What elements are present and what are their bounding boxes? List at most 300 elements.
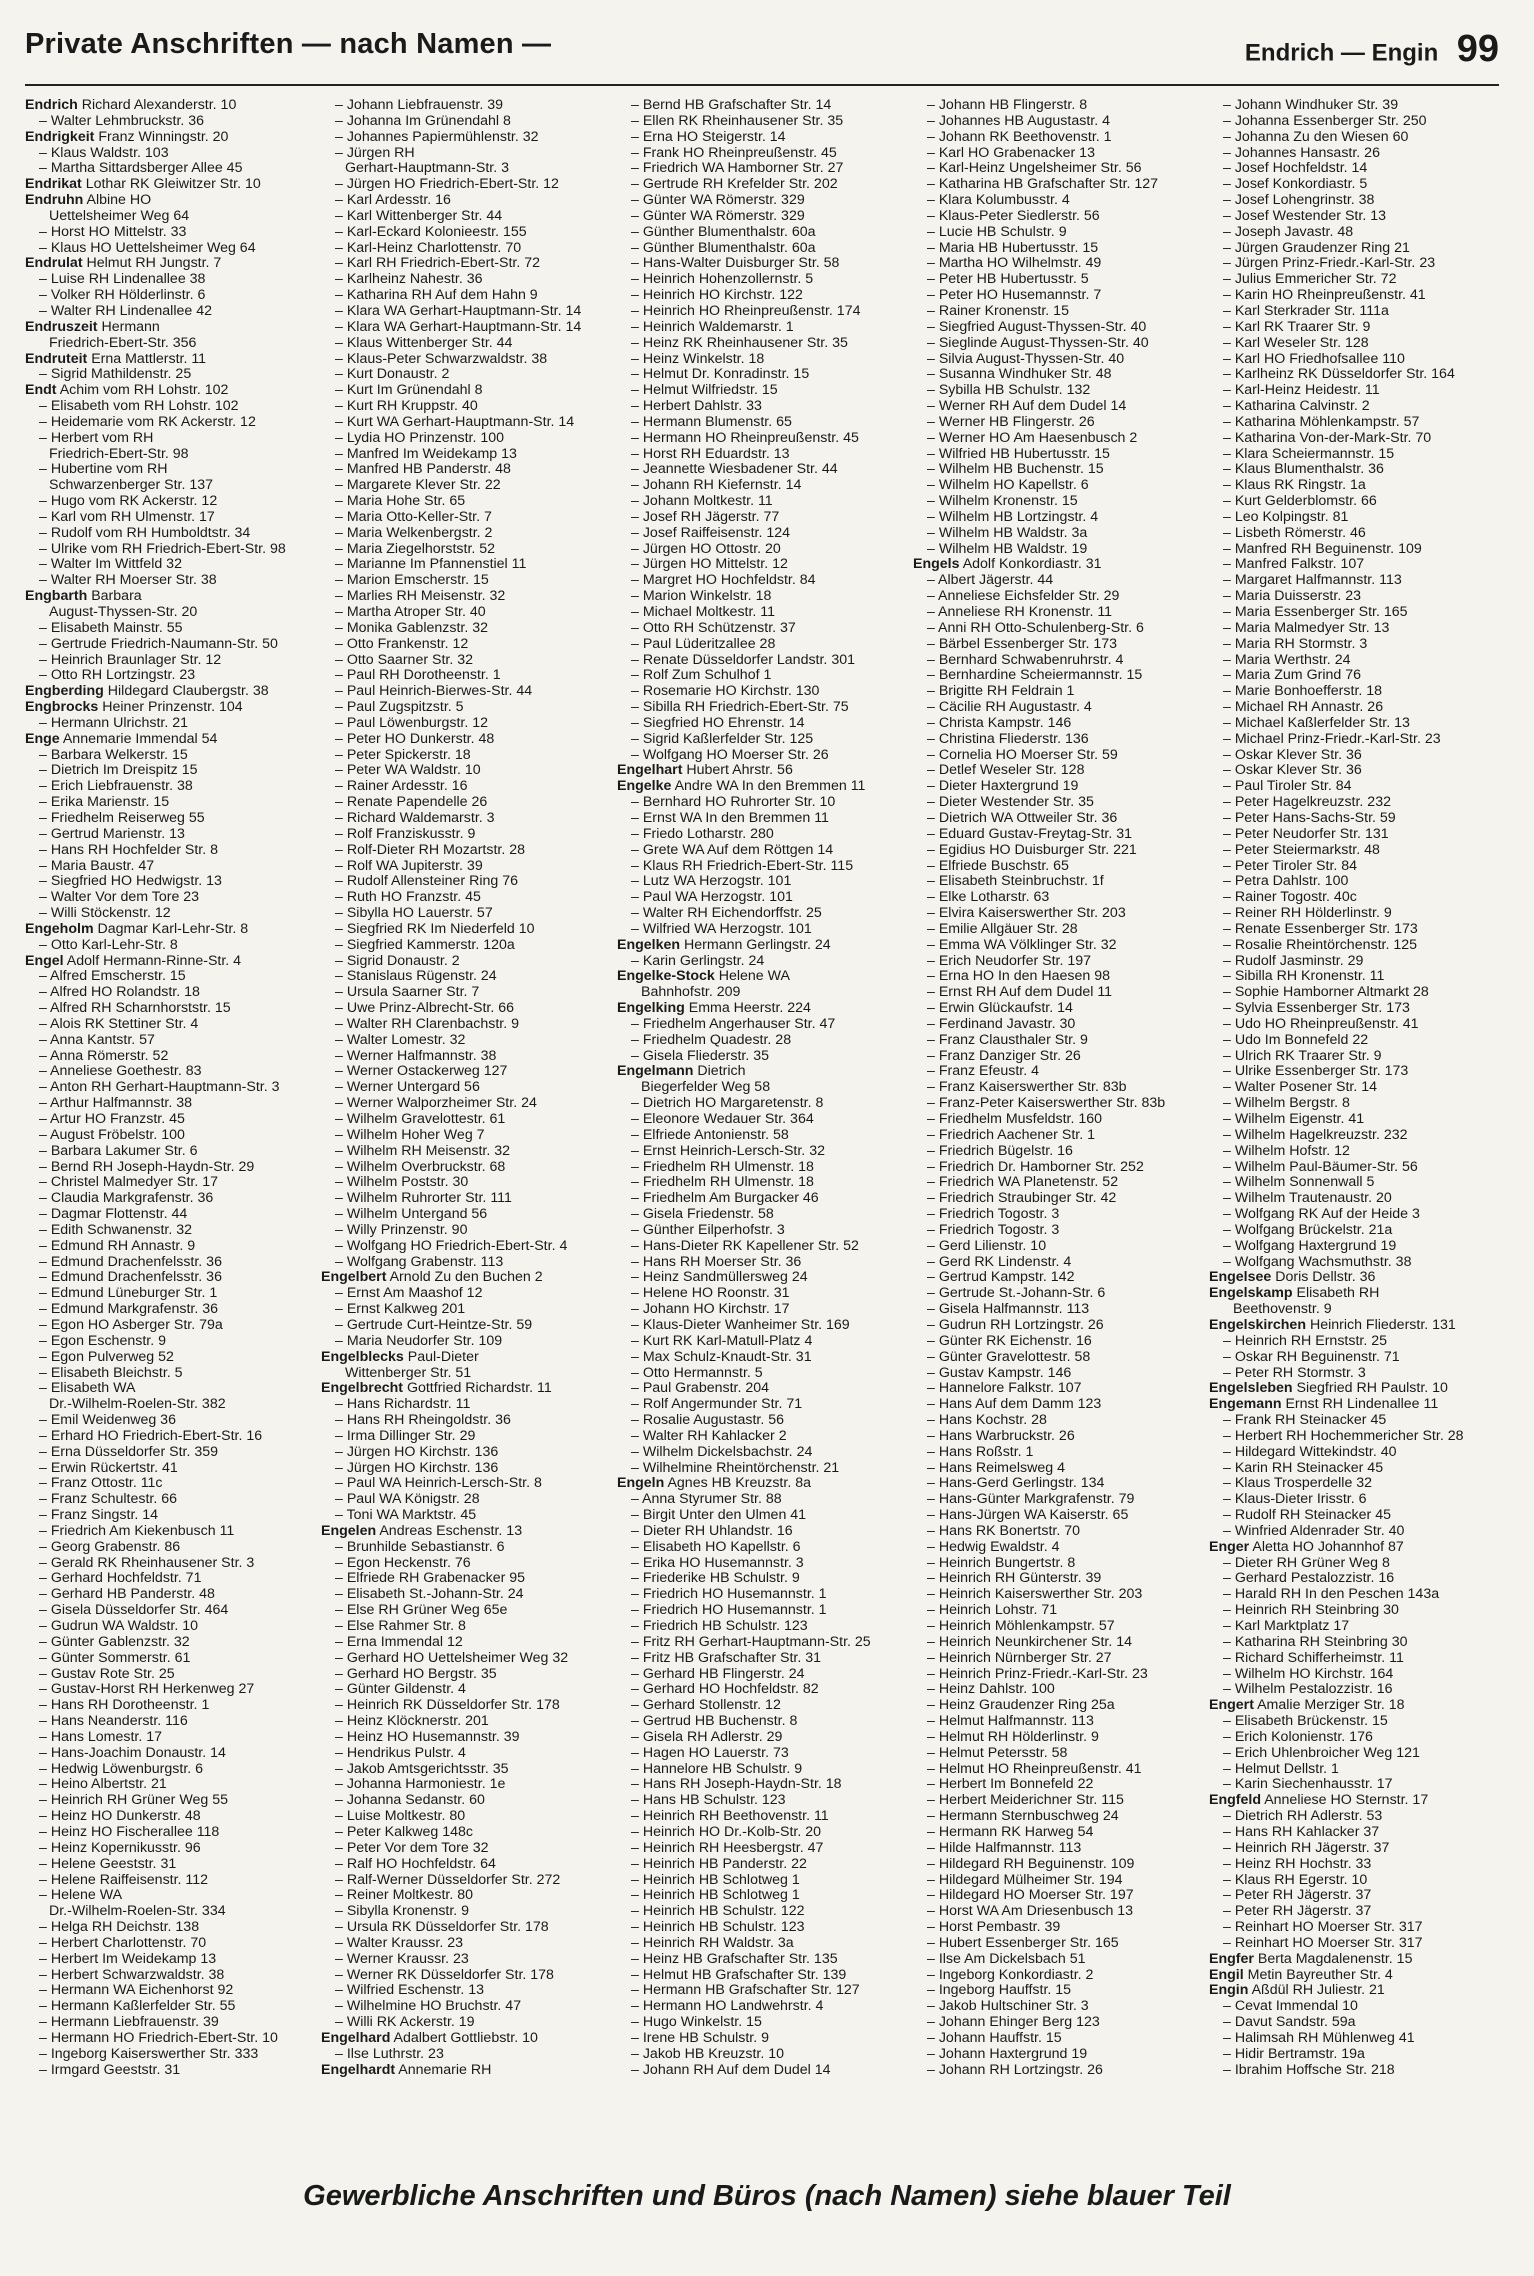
- subentry: – Sieglinde August-Thyssen-Str. 40: [927, 334, 1149, 351]
- subentry: – Hubertine vom RH: [39, 461, 168, 478]
- subentry: – Josef Hochfeldstr. 14: [1223, 160, 1368, 177]
- subentry: – Heinrich Braunlager Str. 12: [39, 651, 222, 668]
- directory-column-2: [321, 98, 617, 2078]
- surname-entry: [1209, 1698, 1505, 1714]
- subentry: – Erika Marienstr. 15: [39, 794, 170, 811]
- subentry: – Herbert Charlottenstr. 70: [39, 1934, 207, 1951]
- subentry: – Hans RK Bonertstr. 70: [927, 1522, 1080, 1539]
- subentry: – Christel Malmedyer Str. 17: [39, 1174, 218, 1191]
- subentry: – Ursula RK Düsseldorfer Str. 178: [335, 1919, 549, 1936]
- address-continuation: Biegerfelder Weg 58: [641, 1079, 771, 1096]
- subentry: – Dietrich HO Margaretenstr. 8: [631, 1095, 824, 1112]
- surname-entry: [1209, 1983, 1505, 1999]
- subentry: – Walter Posener Str. 14: [1223, 1079, 1378, 1096]
- subentry: – Hagen HO Lauerstr. 73: [631, 1744, 789, 1761]
- entry-details: Elisabeth RH: [1292, 1285, 1380, 1302]
- surname: Engfer: [1209, 1950, 1254, 1967]
- subentry: – Peter Hagelkreuzstr. 232: [1223, 794, 1391, 811]
- subentry: – Oskar Klever Str. 36: [1223, 762, 1362, 779]
- subentry: – Rudolf Allensteiner Ring 76: [335, 873, 518, 890]
- subentry: – Winfried Aldenrader Str. 40: [1223, 1522, 1405, 1539]
- subentry: – Franz Kaiserswerther Str. 83b: [927, 1079, 1127, 1096]
- subentry: – Hermann HO Rheinpreußenstr. 45: [631, 429, 859, 446]
- subentry: – Edmund Lüneburger Str. 1: [39, 1285, 218, 1302]
- entry-details: Doris Dellstr. 36: [1271, 1269, 1376, 1286]
- subentry: – Heinrich HO Kirchstr. 122: [631, 287, 803, 304]
- subentry: – Otto Karl-Lehr-Str. 8: [39, 936, 178, 953]
- subentry: – Karlheinz Nahestr. 36: [335, 271, 483, 288]
- subentry: – Elisabeth HO Kapellstr. 6: [631, 1538, 801, 1555]
- subentry: – Grete WA Auf dem Röttgen 14: [631, 841, 834, 858]
- subentry: – Margarete Klever Str. 22: [335, 477, 501, 494]
- subentry: – Josef Raiffeisenstr. 124: [631, 524, 791, 541]
- subentry: – Elisabeth Steinbruchstr. 1f: [927, 873, 1104, 890]
- subentry: – Alois RK Stettiner Str. 4: [39, 1015, 199, 1032]
- subentry: – Else RH Grüner Weg 65e: [335, 1602, 508, 1619]
- subentry: – Rolf Zum Schulhof 1: [631, 667, 772, 684]
- surname-entry: [25, 98, 321, 114]
- subentry: – Wolfgang RK Auf der Heide 3: [1223, 1206, 1420, 1223]
- subentry: – Horst RH Eduardstr. 13: [631, 445, 790, 462]
- subentry: – Elisabeth WA: [39, 1380, 136, 1397]
- subentry: – Gudrun WA Waldstr. 10: [39, 1618, 199, 1634]
- entry-details: Hermann Gerlingstr. 24: [680, 936, 831, 953]
- subentry: – Elisabeth Mainstr. 55: [39, 619, 183, 636]
- entry-details: Andre WA In den Bremmen 11: [671, 778, 866, 795]
- subentry: – Günter WA Römerstr. 329: [631, 207, 805, 224]
- subentry: – Johann Liebfrauenstr. 39: [335, 98, 504, 113]
- subentry: – Cäcilie RH Augustastr. 4: [927, 699, 1092, 716]
- subentry: – Rainer Kronenstr. 15: [927, 302, 1069, 319]
- subentry: – Otto Frankenstr. 12: [335, 635, 469, 652]
- subentry: – Wilhelm Hagelkreuzstr. 232: [1223, 1126, 1408, 1143]
- subentry: – Friedrich WA Hamborner Str. 27: [631, 160, 844, 177]
- subentry: – Georg Grabenstr. 86: [39, 1538, 181, 1555]
- subentry: – Erwin Glückaufstr. 14: [927, 1000, 1073, 1017]
- surname: Engelken: [617, 936, 681, 953]
- subentry: – Johann HB Flingerstr. 8: [927, 98, 1088, 113]
- subentry: – Friedrich Dr. Hamborner Str. 252: [927, 1158, 1144, 1175]
- subentry: – Katharina Möhlenkampstr. 57: [1223, 413, 1420, 430]
- subentry: – Rosalie Augustastr. 56: [631, 1412, 785, 1429]
- subentry: – Heinrich RH Günterstr. 39: [927, 1570, 1102, 1587]
- subentry: – Albert Jägerstr. 44: [927, 572, 1054, 589]
- subentry: – Michael Moltkestr. 11: [631, 604, 776, 620]
- surname-entry: [25, 732, 321, 748]
- subentry: – Peter Tiroler Str. 84: [1223, 857, 1358, 874]
- subentry: – Johann RH Auf dem Dudel 14: [631, 2061, 831, 2078]
- subentry: – Hans Neanderstr. 116: [39, 1713, 188, 1730]
- subentry: – Heinrich HB Schlotweg 1: [631, 1871, 800, 1888]
- subentry: – Wilhelmine HO Bruchstr. 47: [335, 1998, 522, 2015]
- directory-columns: [25, 98, 1505, 2078]
- surname-entry: [25, 383, 321, 399]
- subentry: – Wilhelm Sonnenwall 5: [1223, 1174, 1375, 1191]
- address-continuation: Dr.-Wilhelm-Roelen-Str. 382: [49, 1396, 226, 1413]
- subentry: – Emma WA Völklinger Str. 32: [927, 936, 1117, 953]
- subentry: – Friedo Lotharstr. 280: [631, 825, 774, 842]
- subentry: – Cornelia HO Moerser Str. 59: [927, 746, 1118, 763]
- subentry: – Karin HO Rheinpreußenstr. 41: [1223, 287, 1426, 304]
- subentry: – Birgit Unter den Ulmen 41: [631, 1507, 807, 1524]
- subentry: – Friedhelm Angerhauser Str. 47: [631, 1015, 836, 1032]
- subentry: – Karl-Heinz Ungelsheimer Str. 56: [927, 160, 1142, 177]
- surname: Engberding: [25, 683, 104, 700]
- subentry: – Karl HO Grabenacker 13: [927, 144, 1095, 161]
- subentry: – Klaus Waldstr. 103: [39, 144, 169, 161]
- subentry: – Else Rahmer Str. 8: [335, 1618, 466, 1634]
- subentry: – Bernhard Schwabenruhrstr. 4: [927, 651, 1124, 668]
- subentry: – Wilhelm Paul-Bäumer-Str. 56: [1223, 1158, 1418, 1175]
- subentry: – Manfred RH Beguinenstr. 109: [1223, 540, 1422, 557]
- subentry: – Wilhelm Overbruckstr. 68: [335, 1158, 506, 1175]
- subentry: – Paul Tiroler Str. 84: [1223, 778, 1352, 795]
- subentry: – Johann RH Kiefernstr. 14: [631, 477, 802, 494]
- subentry: – Peter WA Waldstr. 10: [335, 762, 481, 779]
- subentry: – Jürgen HO Mittelstr. 12: [631, 556, 788, 573]
- subentry: – Erhard HO Friedrich-Ebert-Str. 16: [39, 1427, 263, 1444]
- subentry: – Bärbel Essenberger Str. 173: [927, 635, 1118, 652]
- subentry: – Lucie HB Schulstr. 9: [927, 223, 1067, 240]
- subentry: – Hildegard RH Beguinenstr. 109: [927, 1855, 1135, 1872]
- subentry: – Ernst RH Auf dem Dudel 11: [927, 984, 1113, 1001]
- subentry: – Hedwig Löwenburgstr. 6: [39, 1760, 204, 1777]
- subentry: – Gertrud Kampstr. 142: [927, 1269, 1075, 1286]
- subentry: – Herbert Im Bonnefeld 22: [927, 1776, 1094, 1793]
- entry-details: Adolf Hermann-Rinne-Str. 4: [63, 952, 242, 969]
- subentry: – Gertrud Marienstr. 13: [39, 825, 185, 842]
- subentry: – Klara Scheiermannstr. 15: [1223, 445, 1395, 462]
- entry-details: Berta Magdalenenstr. 15: [1253, 1950, 1413, 1967]
- address-continuation: August-Thyssen-Str. 20: [49, 604, 198, 620]
- subentry: – Heinrich Kaiserswerther Str. 203: [927, 1586, 1143, 1603]
- subentry: – Heinrich RH Grüner Weg 55: [39, 1792, 228, 1809]
- subentry: – Franz Singstr. 14: [39, 1507, 159, 1524]
- subentry: – Herbert vom RH: [39, 429, 154, 446]
- subentry: – Petra Dahlstr. 100: [1223, 873, 1349, 890]
- subentry: – Heidemarie vom RK Ackerstr. 12: [39, 413, 256, 430]
- subentry: – Wilhelm Bergstr. 8: [1223, 1095, 1350, 1112]
- subentry: – Irma Dillinger Str. 29: [335, 1427, 476, 1444]
- subentry: – Wilhelm HB Lortzingstr. 4: [927, 508, 1099, 525]
- subentry: – Gerhard Stollenstr. 12: [631, 1697, 781, 1714]
- subentry: – Karl RH Friedrich-Ebert-Str. 72: [335, 255, 540, 272]
- subentry: – Kurt Im Grünendahl 8: [335, 382, 483, 399]
- surname: Engelbrecht: [321, 1380, 403, 1397]
- subentry: – Heinz Winkelstr. 18: [631, 350, 765, 367]
- subentry: – Maria Baustr. 47: [39, 857, 155, 874]
- subentry: – Katharina Von-der-Mark-Str. 70: [1223, 429, 1432, 446]
- subentry: – Friedrich HO Husemannstr. 1: [631, 1586, 827, 1603]
- subentry: – Ilse Am Dickelsbach 51: [927, 1950, 1086, 1967]
- subentry: – Peter RH Jägerstr. 37: [1223, 1903, 1372, 1920]
- subentry: – Dieter Haxtergrund 19: [927, 778, 1079, 795]
- surname-entry: [25, 193, 321, 209]
- subentry: – Claudia Markgrafenstr. 36: [39, 1190, 214, 1207]
- subentry: – Siegfried HO Hedwigstr. 13: [39, 873, 222, 890]
- subentry: – Hildegard HO Moerser Str. 197: [927, 1887, 1134, 1904]
- surname: Endruszeit: [25, 318, 98, 335]
- subentry: – Johanna Im Grünendahl 8: [335, 112, 511, 129]
- subentry: – Ursula Saarner Str. 7: [335, 984, 480, 1001]
- subentry: – Heinz HB Grafschafter Str. 135: [631, 1950, 838, 1967]
- subentry: – Erika HO Husemannstr. 3: [631, 1554, 804, 1571]
- subentry: – Hans Roßstr. 1: [927, 1443, 1034, 1460]
- subentry: – Helmut Petersstr. 58: [927, 1744, 1068, 1761]
- subentry: – Reinhart HO Moerser Str. 317: [1223, 1919, 1423, 1936]
- subentry: – Siegfried Kammerstr. 120a: [335, 936, 515, 953]
- subentry: – Erwin Rückertstr. 41: [39, 1459, 178, 1476]
- subentry: – Gerhard HO Hochfeldstr. 82: [631, 1681, 819, 1698]
- subentry: – Karl Marktplatz 17: [1223, 1618, 1350, 1634]
- subentry: – Friedhelm Musfeldstr. 160: [927, 1111, 1103, 1127]
- address-continuation: Uettelsheimer Weg 64: [49, 207, 190, 224]
- entry-details: Anneliese HO Sternstr. 17: [1261, 1792, 1429, 1809]
- subentry: – Egon Heckenstr. 76: [335, 1554, 471, 1571]
- subentry: – Erich Neudorfer Str. 197: [927, 952, 1092, 969]
- subentry: – Hermann HO Landwehrstr. 4: [631, 1998, 824, 2015]
- entry-details: Albine HO: [83, 192, 152, 209]
- subentry: – Emilie Allgäuer Str. 28: [927, 920, 1078, 937]
- subentry: – Edith Schwanenstr. 32: [39, 1221, 193, 1238]
- subentry: – Hans-Jürgen WA Kaiserstr. 65: [927, 1507, 1129, 1524]
- subentry: – Gerhard HO Bergstr. 35: [335, 1665, 497, 1682]
- subentry: – Volker RH Hölderlinstr. 6: [39, 287, 206, 304]
- subentry: – Heinrich HO Rheinpreußenstr. 174: [631, 302, 861, 319]
- subentry: – Peter Vor dem Tore 32: [335, 1839, 489, 1856]
- subentry: – Ferdinand Javastr. 30: [927, 1015, 1076, 1032]
- surname-entry: [617, 1001, 913, 1017]
- subentry: – Martha HO Wilhelmstr. 49: [927, 255, 1102, 272]
- subentry: – Friedhelm Am Burgacker 46: [631, 1190, 819, 1207]
- surname-entry: [1209, 1381, 1505, 1397]
- subentry: – Günter RK Eichenstr. 16: [927, 1332, 1092, 1349]
- surname: Engil: [1209, 1966, 1244, 1983]
- entry-details: Franz Winningstr. 20: [94, 128, 229, 145]
- subentry: – Erna Immendal 12: [335, 1633, 463, 1650]
- subentry: – Michael RH Annastr. 26: [1223, 699, 1384, 716]
- subentry: – Edmund Drachenfelsstr. 36: [39, 1269, 222, 1286]
- subentry: – Monika Gablenzstr. 32: [335, 619, 488, 636]
- subentry: – Franz Danziger Str. 26: [927, 1047, 1081, 1064]
- subentry: – Max Schulz-Knaudt-Str. 31: [631, 1348, 812, 1365]
- subentry: – Frank RH Steinacker 45: [1223, 1412, 1387, 1429]
- subentry: – Hans-Gerd Gerlingstr. 134: [927, 1475, 1105, 1492]
- subentry: – Sigrid Donaustr. 2: [335, 952, 460, 969]
- subentry: – Egon HO Asberger Str. 79a: [39, 1316, 223, 1333]
- subentry: – Günther Blumenthalstr. 60a: [631, 223, 816, 240]
- subentry: – Dietrich WA Ottweiler Str. 36: [927, 809, 1118, 826]
- subentry: – Marion Winkelstr. 18: [631, 588, 772, 605]
- subentry: – Wilhelm Gravelottestr. 61: [335, 1111, 506, 1127]
- subentry: – Heinrich HB Schlotweg 1: [631, 1887, 800, 1904]
- subentry: – Gisela Düsseldorfer Str. 464: [39, 1602, 229, 1619]
- surname: Engelskamp: [1209, 1285, 1293, 1302]
- subentry: – Rolf Angermunder Str. 71: [631, 1396, 803, 1413]
- subentry: – Kurt RH Kruppstr. 40: [335, 398, 478, 415]
- subentry: – Udo HO Rheinpreußenstr. 41: [1223, 1015, 1419, 1032]
- subentry: – Stanislaus Rügenstr. 24: [335, 968, 497, 985]
- subentry: – Ernst Kalkweg 201: [335, 1301, 466, 1318]
- subentry: – Karl vom RH Ulmenstr. 17: [39, 508, 215, 525]
- subentry: – Helene WA: [39, 1887, 123, 1904]
- subentry: – Dietrich RH Adlerstr. 53: [1223, 1808, 1383, 1825]
- subentry: – Karl-Heinz Heidestr. 11: [1223, 382, 1380, 399]
- subentry: – Peter Steiermarkstr. 48: [1223, 841, 1380, 858]
- page-header: [25, 28, 1499, 68]
- subentry: – Heinrich RH Heesbergstr. 47: [631, 1839, 824, 1856]
- subentry: – Sybilla HB Schulstr. 132: [927, 382, 1091, 399]
- subentry: – Wilhelm Eigenstr. 41: [1223, 1111, 1365, 1127]
- subentry: – Peter HO Dunkerstr. 48: [335, 730, 495, 747]
- subentry: – Wilhelm HB Waldstr. 19: [927, 540, 1088, 557]
- subentry: – Heinz Klöcknerstr. 201: [335, 1713, 489, 1730]
- subentry: – Lisbeth Römerstr. 46: [1223, 524, 1366, 541]
- subentry: – Margaret Halfmannstr. 113: [1223, 572, 1402, 589]
- surname: Engelking: [617, 1000, 685, 1017]
- subentry: – Maria RH Stormstr. 3: [1223, 635, 1368, 652]
- subentry: – Hermann Liebfrauenstr. 39: [39, 2014, 219, 2031]
- subentry: – Marianne Im Pfannenstiel 11: [335, 556, 527, 573]
- subentry: – Karl Wittenberger Str. 44: [335, 207, 503, 224]
- surname: Engelsee: [1209, 1269, 1272, 1286]
- surname: Engelen: [321, 1522, 377, 1539]
- subentry: – Erich Kolonienstr. 176: [1223, 1728, 1373, 1745]
- subentry: – Joseph Javastr. 48: [1223, 223, 1354, 240]
- subentry: – Paul RH Dorotheenstr. 1: [335, 667, 501, 684]
- subentry: – Walter Vor dem Tore 23: [39, 889, 200, 906]
- subentry: – Alfred HO Rolandstr. 18: [39, 984, 200, 1001]
- subentry: – Anna Styrumer Str. 88: [631, 1491, 782, 1508]
- entry-details: Heinrich Fliederstr. 131: [1306, 1316, 1456, 1333]
- surname-entry: [25, 700, 321, 716]
- subentry: – Alfred Emscherstr. 15: [39, 968, 186, 985]
- surname-entry: [617, 1064, 913, 1080]
- subentry: – Heinrich Bungertstr. 8: [927, 1554, 1076, 1571]
- subentry: – Hans-Walter Duisburger Str. 58: [631, 255, 840, 272]
- surname: Engemann: [1209, 1396, 1282, 1413]
- subentry: – Sibylla Kronenstr. 9: [335, 1903, 470, 1920]
- entry-details: Heiner Prinzenstr. 104: [98, 699, 243, 716]
- subentry: – Renate Papendelle 26: [335, 794, 488, 811]
- subentry: – Ernst WA In den Bremmen 11: [631, 809, 829, 826]
- subentry: – Reiner RH Hölderlinstr. 9: [1223, 905, 1392, 922]
- surname: Engfeld: [1209, 1792, 1262, 1809]
- subentry: – Gerhard Pestalozzistr. 16: [1223, 1570, 1395, 1587]
- subentry: – Johann Haxtergrund 19: [927, 2045, 1088, 2062]
- subentry: – Heinz RK Rheinhausener Str. 35: [631, 334, 848, 351]
- subentry: – Jürgen HO Kirchstr. 136: [335, 1443, 499, 1460]
- subentry: – Günther Eilperhofstr. 3: [631, 1221, 785, 1238]
- subentry: – Gerald RK Rheinhausener Str. 3: [39, 1554, 255, 1571]
- subentry: – Eduard Gustav-Freytag-Str. 31: [927, 825, 1133, 842]
- surname-entry: [25, 352, 321, 368]
- subentry: – Cevat Immendal 10: [1223, 1998, 1358, 2015]
- subentry: – Hermann WA Eichenhorst 92: [39, 1982, 234, 1999]
- subentry: – Peter Neudorfer Str. 131: [1223, 825, 1389, 842]
- subentry: – Hans Lomestr. 17: [39, 1728, 163, 1745]
- subentry: – Kurt Gelderblomstr. 66: [1223, 493, 1377, 510]
- subentry: – Manfred HB Panderstr. 48: [335, 461, 511, 478]
- entry-details: Helene WA: [714, 968, 790, 985]
- subentry: – Hans RH Joseph-Haydn-Str. 18: [631, 1776, 842, 1793]
- subentry: – Arthur Halfmannstr. 38: [39, 1095, 192, 1112]
- subentry: – Peter Kalkweg 148c: [335, 1823, 474, 1840]
- address-continuation: Gerhart-Hauptmann-Str. 3: [345, 160, 510, 177]
- subentry: – Heinz Dahlstr. 100: [927, 1681, 1055, 1698]
- subentry: – Elfriede RH Grabenacker 95: [335, 1570, 526, 1587]
- subentry: – Wilhelm Kronenstr. 15: [927, 493, 1078, 510]
- entry-details: Emma Heerstr. 224: [684, 1000, 811, 1017]
- subentry: – Toni WA Marktstr. 45: [335, 1507, 477, 1524]
- directory-column-4: [913, 98, 1209, 2078]
- subentry: – Sigrid Mathildenstr. 25: [39, 366, 192, 383]
- surname-entry: [617, 938, 913, 954]
- subentry: – Maria Duisserstr. 23: [1223, 588, 1361, 605]
- surname-entry: [321, 1524, 617, 1540]
- surname-entry: [25, 130, 321, 146]
- subentry: – Heinrich RH Jägerstr. 37: [1223, 1839, 1390, 1856]
- subentry: – Josef Westender Str. 13: [1223, 207, 1386, 224]
- subentry: – Rudolf RH Steinacker 45: [1223, 1507, 1391, 1524]
- subentry: – Edmund Markgrafenstr. 36: [39, 1301, 219, 1318]
- subentry: – Dagmar Flottenstr. 44: [39, 1206, 188, 1223]
- subentry: – Hermann HB Grafschafter Str. 127: [631, 1982, 860, 1999]
- entry-details: Adolf Konkordiastr. 31: [959, 556, 1102, 573]
- subentry: – Jürgen HO Friedrich-Ebert-Str. 12: [335, 176, 559, 193]
- subentry: – Frank HO Rheinpreußenstr. 45: [631, 144, 837, 161]
- subentry: – Paul WA Herzogstr. 101: [631, 889, 793, 906]
- subentry: – Gustav-Horst RH Herkenweg 27: [39, 1681, 255, 1698]
- subentry: – Paul WA Heinrich-Lersch-Str. 8: [335, 1475, 542, 1492]
- subentry: – Klaus RK Ringstr. 1a: [1223, 477, 1366, 494]
- surname: Enger: [1209, 1538, 1250, 1555]
- address-continuation: Bahnhofstr. 209: [641, 984, 741, 1001]
- subentry: – Jakob HB Kreuzstr. 10: [631, 2045, 784, 2062]
- subentry: – Martha Atroper Str. 40: [335, 604, 486, 620]
- subentry: – Heinz Sandmüllersweg 24: [631, 1269, 808, 1286]
- surname-entry: [321, 1270, 617, 1286]
- subentry: – Anton RH Gerhart-Hauptmann-Str. 3: [39, 1079, 280, 1096]
- subentry: – Gertrude RH Krefelder Str. 202: [631, 176, 838, 193]
- surname-entry: [321, 2031, 617, 2047]
- subentry: – Peter Spickerstr. 18: [335, 746, 471, 763]
- subentry: – Reinhart HO Moerser Str. 317: [1223, 1934, 1423, 1951]
- subentry: – Wilhelm Hofstr. 12: [1223, 1142, 1350, 1159]
- entry-details: Adalbert Gottliebstr. 10: [390, 2029, 538, 2046]
- surname-entry: [25, 177, 321, 193]
- surname: Engelhart: [617, 762, 683, 779]
- subentry: – Gustav Rote Str. 25: [39, 1665, 175, 1682]
- subentry: – Josef Konkordiastr. 5: [1223, 176, 1368, 193]
- subentry: – Werner RH Auf dem Dudel 14: [927, 398, 1127, 415]
- surname: Engel: [25, 952, 64, 969]
- subentry: – Karl-Eckard Kolonieestr. 155: [335, 223, 527, 240]
- subentry: – Anneliese RH Kronenstr. 11: [927, 604, 1113, 620]
- subentry: – Johannes Papiermühlenstr. 32: [335, 128, 539, 145]
- subentry: – Egon Pulverweg 52: [39, 1348, 174, 1365]
- address-continuation: Friedrich-Ebert-Str. 356: [49, 334, 197, 351]
- subentry: – Wilhelm Pestalozzistr. 16: [1223, 1681, 1393, 1698]
- subentry: – Walter Im Wittfeld 32: [39, 556, 182, 573]
- subentry: – Ernst Heinrich-Lersch-Str. 32: [631, 1142, 825, 1159]
- surname: Engbarth: [25, 588, 88, 605]
- subentry: – Irene HB Schulstr. 9: [631, 2029, 770, 2046]
- subentry: – Rainer Togostr. 40c: [1223, 889, 1357, 906]
- subentry: – Franz Efeustr. 4: [927, 1063, 1039, 1080]
- subentry: – Dieter RH Grüner Weg 8: [1223, 1554, 1390, 1571]
- subentry: – Horst WA Am Driesenbusch 13: [927, 1903, 1134, 1920]
